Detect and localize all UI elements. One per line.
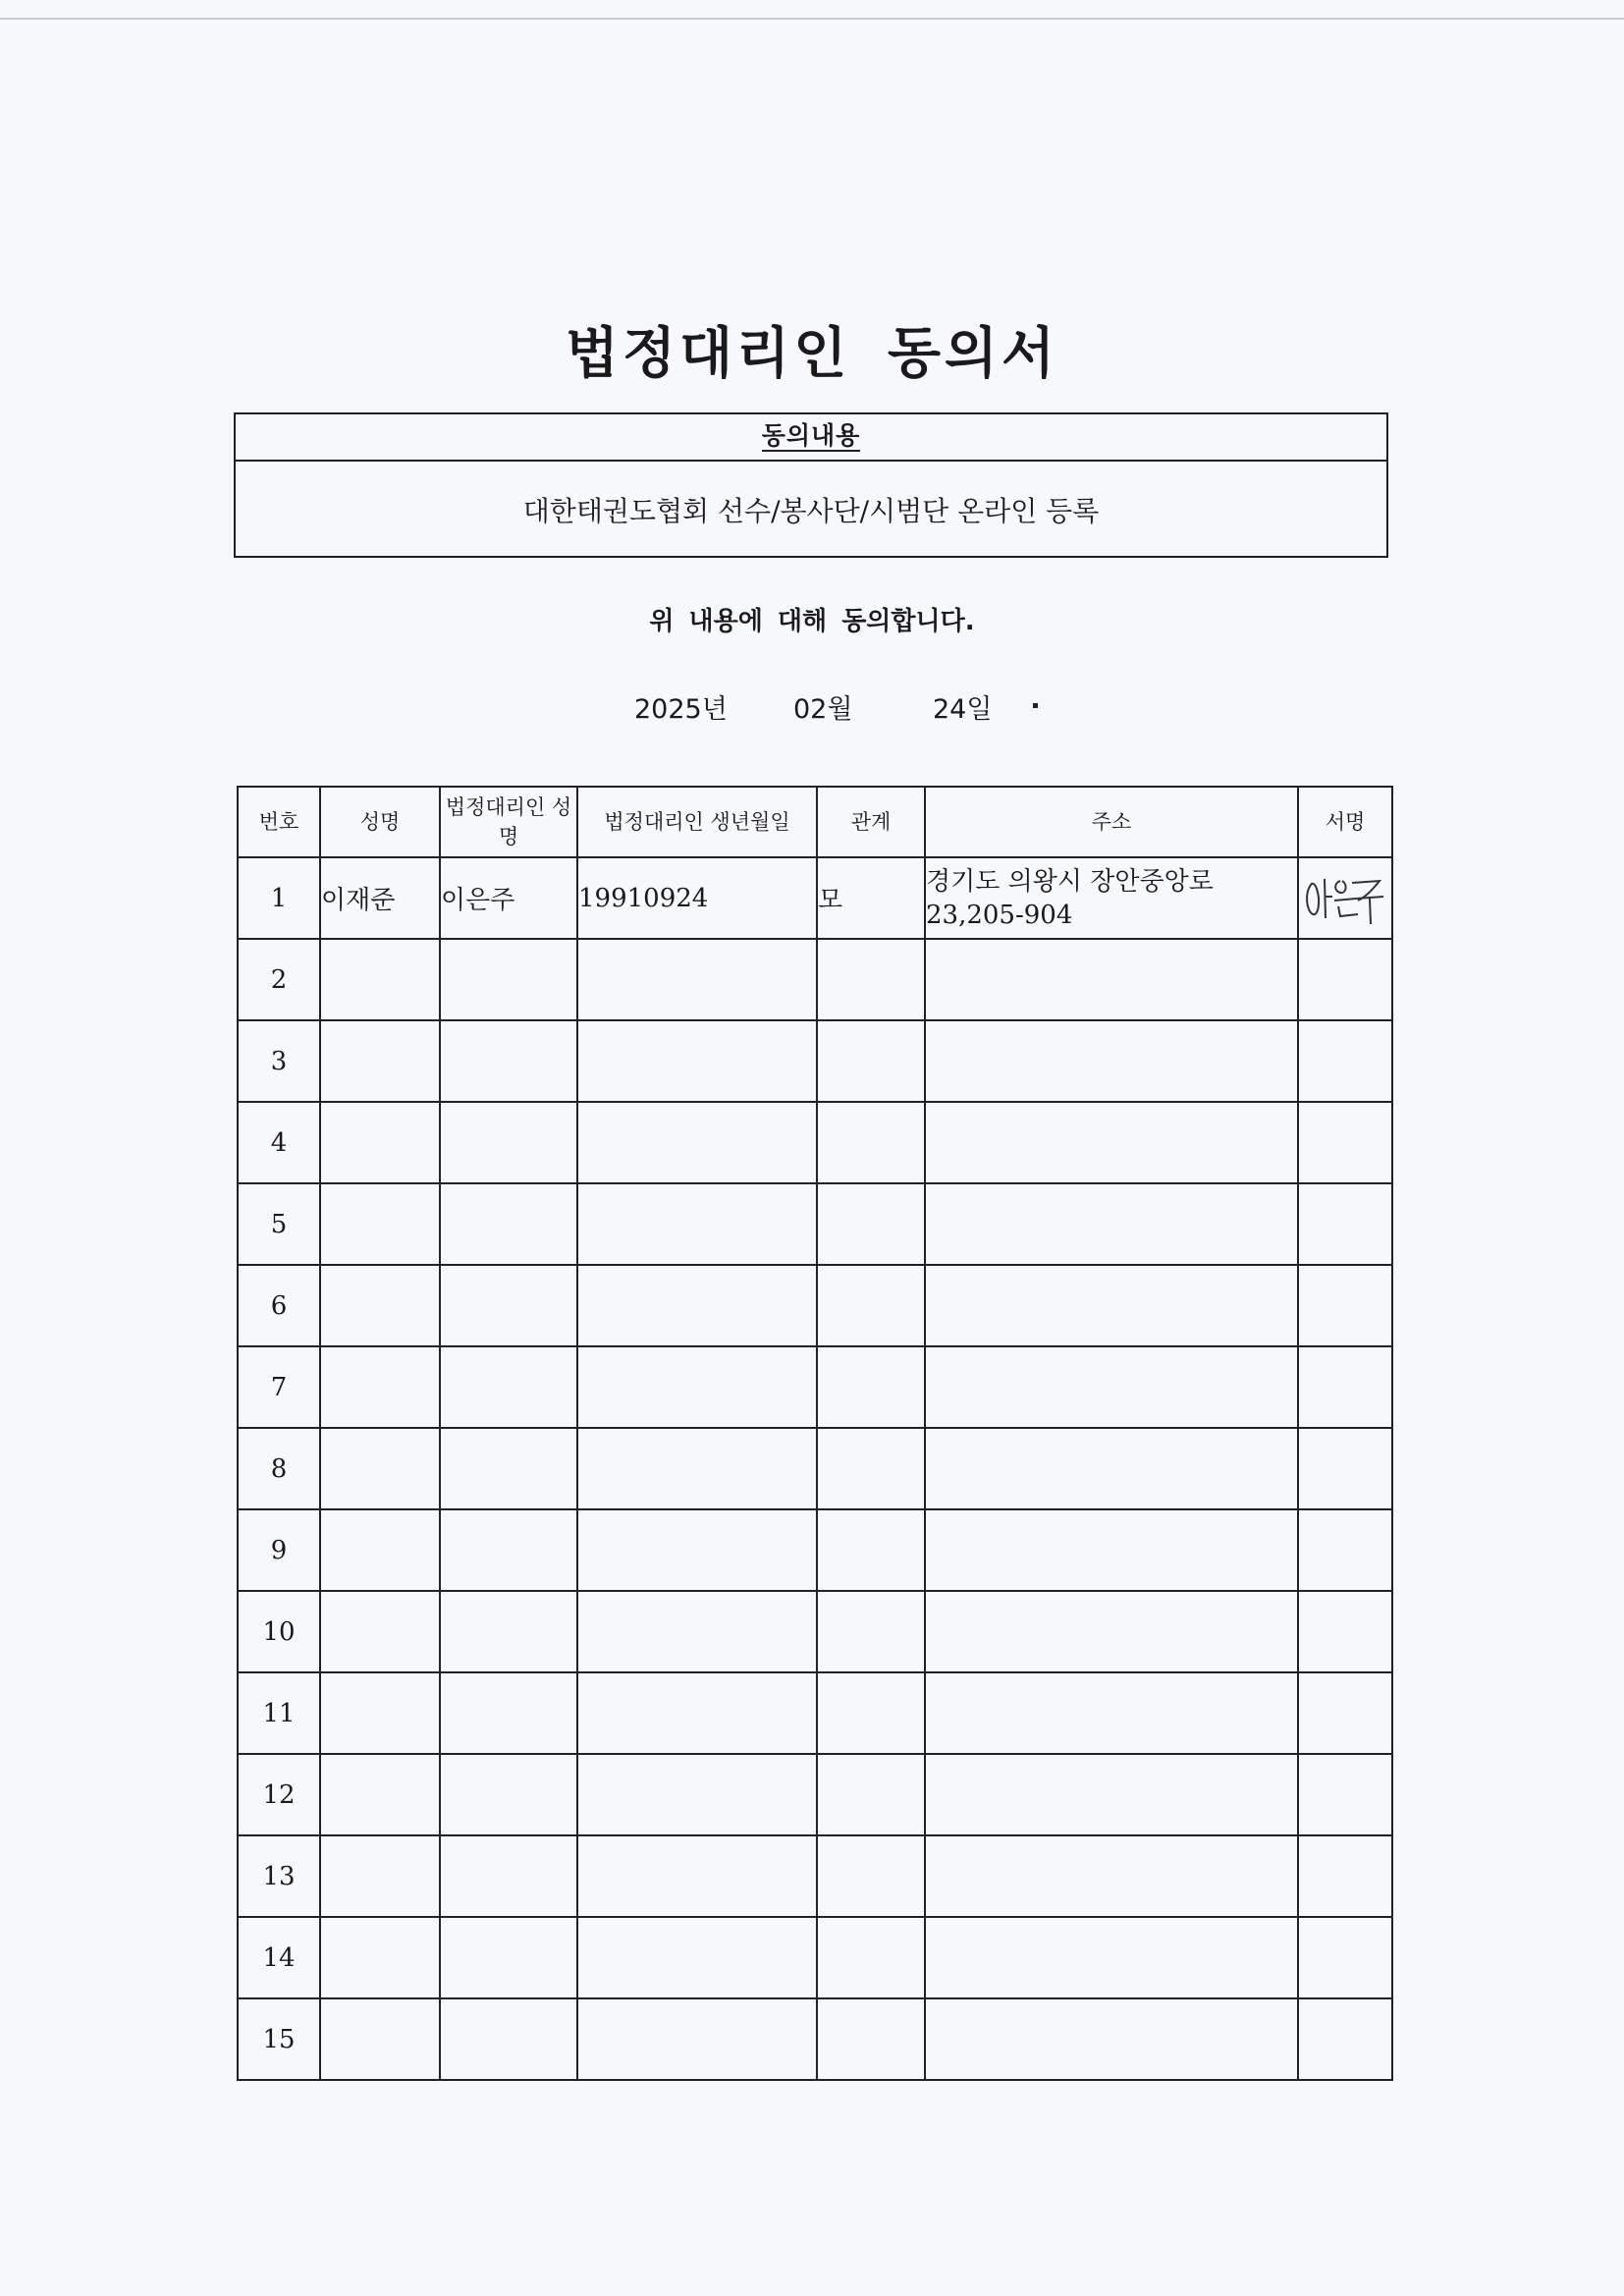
guardian-table bbox=[237, 786, 1393, 2081]
consent-header-label: 동의내용 bbox=[761, 421, 861, 450]
row-address-line2: 23,205-904 bbox=[926, 900, 1073, 930]
row-number: 15 bbox=[238, 1998, 320, 2080]
header-signature: 서명 bbox=[1298, 787, 1392, 857]
row-signature bbox=[1298, 939, 1392, 1020]
row-relation bbox=[817, 1020, 925, 1102]
row-guardian-name bbox=[440, 1509, 577, 1591]
row-address bbox=[925, 1346, 1298, 1428]
handwritten-signature bbox=[1301, 871, 1389, 926]
row-address bbox=[925, 1509, 1298, 1591]
row-address bbox=[925, 1265, 1298, 1346]
row-signature bbox=[1298, 1672, 1392, 1754]
row-guardian-birth bbox=[577, 1428, 817, 1509]
row-guardian-birth bbox=[577, 1265, 817, 1346]
row-number: 14 bbox=[238, 1917, 320, 1998]
agree-statement: 위 내용에 대해 동의합니다. bbox=[649, 607, 975, 636]
row-guardian-name: 이은주 bbox=[440, 857, 577, 939]
date-month: 02월 bbox=[793, 694, 853, 725]
row-name bbox=[320, 1835, 440, 1917]
table-row bbox=[238, 1998, 1392, 2080]
row-relation bbox=[817, 1428, 925, 1509]
table-row bbox=[238, 1102, 1392, 1183]
row-guardian-birth bbox=[577, 1998, 817, 2080]
row-guardian-birth bbox=[577, 1102, 817, 1183]
table-row bbox=[238, 857, 1392, 939]
row-address bbox=[925, 1183, 1298, 1265]
row-address bbox=[925, 1754, 1298, 1835]
row-address bbox=[925, 939, 1298, 1020]
row-relation bbox=[817, 939, 925, 1020]
row-name bbox=[320, 1428, 440, 1509]
row-name bbox=[320, 1346, 440, 1428]
header-guardian-name: 법정대리인 성명 bbox=[440, 787, 577, 857]
table-row bbox=[238, 1183, 1392, 1265]
row-address bbox=[925, 1672, 1298, 1754]
header-name: 성명 bbox=[320, 787, 440, 857]
header-address: 주소 bbox=[925, 787, 1298, 857]
row-name bbox=[320, 1102, 440, 1183]
row-signature bbox=[1298, 1183, 1392, 1265]
row-guardian-name bbox=[440, 1346, 577, 1428]
row-address bbox=[925, 1428, 1298, 1509]
row-guardian-name bbox=[440, 1183, 577, 1265]
row-guardian-name bbox=[440, 1672, 577, 1754]
row-number: 2 bbox=[238, 939, 320, 1020]
row-relation bbox=[817, 1509, 925, 1591]
row-signature bbox=[1298, 1346, 1392, 1428]
row-signature bbox=[1298, 1754, 1392, 1835]
table-row bbox=[238, 1672, 1392, 1754]
row-name bbox=[320, 1672, 440, 1754]
row-relation bbox=[817, 1346, 925, 1428]
row-relation bbox=[817, 1591, 925, 1672]
row-guardian-birth bbox=[577, 939, 817, 1020]
row-signature bbox=[1298, 1020, 1392, 1102]
date-year: 2025년 bbox=[634, 694, 728, 725]
row-number: 8 bbox=[238, 1428, 320, 1509]
row-number: 13 bbox=[238, 1835, 320, 1917]
row-number: 5 bbox=[238, 1183, 320, 1265]
row-guardian-birth bbox=[577, 1020, 817, 1102]
row-address-line1: 경기도 의왕시 장안중앙로 bbox=[926, 866, 1214, 897]
consent-box bbox=[234, 412, 1388, 558]
table-row bbox=[238, 939, 1392, 1020]
row-guardian-birth bbox=[577, 1346, 817, 1428]
row-number: 12 bbox=[238, 1754, 320, 1835]
row-relation bbox=[817, 1998, 925, 2080]
table-row bbox=[238, 1754, 1392, 1835]
row-number: 6 bbox=[238, 1265, 320, 1346]
row-relation bbox=[817, 1102, 925, 1183]
row-name bbox=[320, 1020, 440, 1102]
table-row bbox=[238, 1509, 1392, 1591]
row-name bbox=[320, 1265, 440, 1346]
row-address bbox=[925, 1835, 1298, 1917]
date-dot-mark bbox=[1033, 703, 1038, 708]
row-guardian-name bbox=[440, 1428, 577, 1509]
row-number: 11 bbox=[238, 1672, 320, 1754]
row-address bbox=[925, 1591, 1298, 1672]
row-number: 10 bbox=[238, 1591, 320, 1672]
row-number: 9 bbox=[238, 1509, 320, 1591]
table-row bbox=[238, 1591, 1392, 1672]
row-guardian-birth: 19910924 bbox=[577, 857, 817, 939]
row-signature bbox=[1298, 1102, 1392, 1183]
row-guardian-birth bbox=[577, 1591, 817, 1672]
header-relation: 관계 bbox=[817, 787, 925, 857]
row-address bbox=[925, 1102, 1298, 1183]
table-header-row bbox=[238, 787, 1392, 857]
row-name bbox=[320, 939, 440, 1020]
table-row bbox=[238, 1917, 1392, 1998]
row-signature bbox=[1298, 857, 1392, 939]
row-address bbox=[925, 1917, 1298, 1998]
row-name bbox=[320, 1183, 440, 1265]
header-no: 번호 bbox=[238, 787, 320, 857]
row-name bbox=[320, 1998, 440, 2080]
row-signature bbox=[1298, 1509, 1392, 1591]
row-guardian-birth bbox=[577, 1917, 817, 1998]
row-guardian-name bbox=[440, 939, 577, 1020]
row-relation bbox=[817, 1672, 925, 1754]
row-name bbox=[320, 1754, 440, 1835]
row-signature bbox=[1298, 1265, 1392, 1346]
table-row bbox=[238, 1346, 1392, 1428]
header-guardian-birth: 법정대리인 생년월일 bbox=[577, 787, 817, 857]
row-relation bbox=[817, 1754, 925, 1835]
row-signature bbox=[1298, 1917, 1392, 1998]
row-guardian-name bbox=[440, 1835, 577, 1917]
row-address bbox=[925, 1020, 1298, 1102]
row-guardian-name bbox=[440, 1998, 577, 2080]
row-guardian-name bbox=[440, 1754, 577, 1835]
row-address bbox=[925, 1998, 1298, 2080]
row-guardian-birth bbox=[577, 1672, 817, 1754]
row-relation bbox=[817, 1265, 925, 1346]
row-relation bbox=[817, 1183, 925, 1265]
row-name bbox=[320, 1917, 440, 1998]
scan-top-edge bbox=[0, 18, 1624, 20]
row-guardian-name bbox=[440, 1102, 577, 1183]
row-number: 7 bbox=[238, 1346, 320, 1428]
row-relation: 모 bbox=[817, 857, 925, 939]
row-guardian-name bbox=[440, 1265, 577, 1346]
table-row bbox=[238, 1265, 1392, 1346]
row-guardian-birth bbox=[577, 1509, 817, 1591]
consent-text: 대한태권도협회 선수/봉사단/시범단 온라인 등록 bbox=[522, 495, 1100, 527]
row-number: 3 bbox=[238, 1020, 320, 1102]
row-guardian-name bbox=[440, 1020, 577, 1102]
row-guardian-birth bbox=[577, 1183, 817, 1265]
row-name: 이재준 bbox=[320, 857, 440, 939]
row-signature bbox=[1298, 1591, 1392, 1672]
row-relation bbox=[817, 1835, 925, 1917]
row-relation bbox=[817, 1917, 925, 1998]
row-address bbox=[925, 857, 1298, 939]
table-row bbox=[238, 1835, 1392, 1917]
row-guardian-birth bbox=[577, 1835, 817, 1917]
row-name bbox=[320, 1509, 440, 1591]
row-number: 1 bbox=[238, 857, 320, 939]
consent-header bbox=[236, 414, 1386, 462]
row-guardian-name bbox=[440, 1591, 577, 1672]
row-name bbox=[320, 1591, 440, 1672]
row-signature bbox=[1298, 1835, 1392, 1917]
row-signature bbox=[1298, 1428, 1392, 1509]
row-guardian-name bbox=[440, 1917, 577, 1998]
row-guardian-birth bbox=[577, 1754, 817, 1835]
row-signature bbox=[1298, 1998, 1392, 2080]
table-row bbox=[238, 1428, 1392, 1509]
document-title: 법정대리인 동의서 bbox=[565, 321, 1059, 386]
date-day: 24일 bbox=[933, 694, 993, 725]
table-row bbox=[238, 1020, 1392, 1102]
row-number: 4 bbox=[238, 1102, 320, 1183]
